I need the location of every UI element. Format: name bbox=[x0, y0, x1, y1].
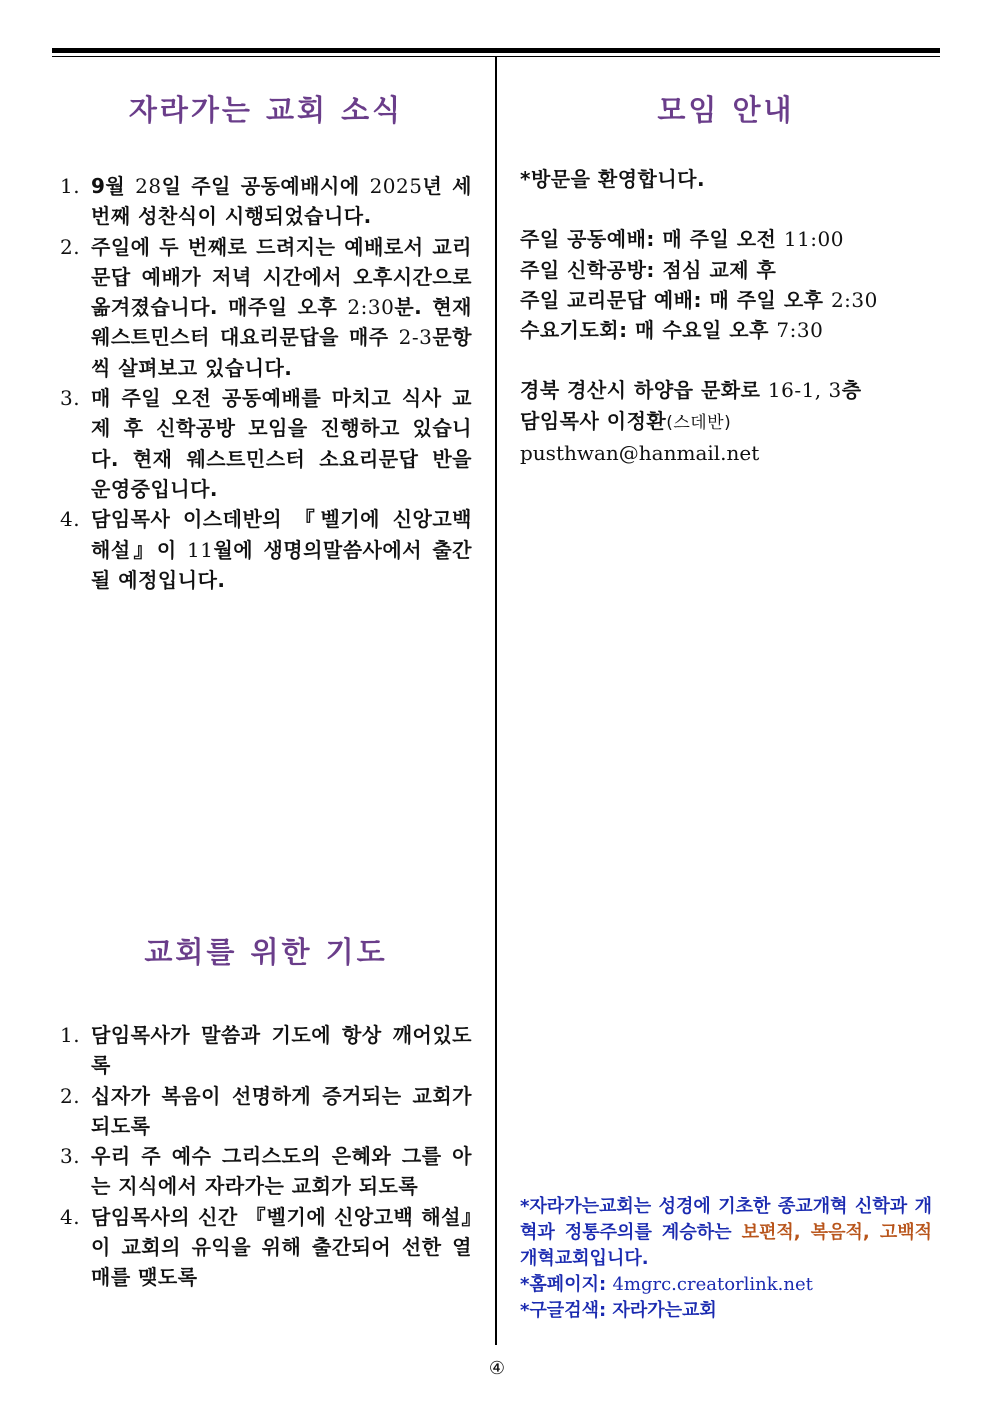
address-value: 16-1, 3 bbox=[767, 378, 842, 403]
news-item bbox=[60, 383, 472, 504]
news-item bbox=[60, 232, 472, 383]
news-item-text: 담임목사 이스데반의 『벨기에 신앙고백 해설』이 bbox=[91, 507, 472, 562]
prayer-item-number: 4. bbox=[60, 1204, 81, 1229]
meeting-heading: 모임 안내 bbox=[657, 93, 795, 127]
prayer-item bbox=[60, 1081, 472, 1142]
schedule-item bbox=[520, 315, 940, 345]
prayer-item-text: 우리 주 예수 그리스도의 은혜와 그를 아는 지식에서 자라가는 교회가 되도록 bbox=[91, 1144, 472, 1199]
news-item-text: 월에 생명의말씀사에서 출간될 예정입니다. bbox=[91, 537, 472, 592]
prayer-item bbox=[60, 1202, 472, 1293]
news-item bbox=[60, 171, 472, 232]
address-label: 경북 경산시 하양읍 문화로 bbox=[520, 378, 768, 403]
news-section bbox=[60, 171, 472, 595]
news-item-number: 3. bbox=[60, 386, 81, 411]
google-search-text: *구글검색: 자라가는교회 bbox=[520, 1300, 717, 1321]
note-part1: *자라가는교회는 성경에 기초한 종교개혁 신학과 개혁과 정통주의를 계승하는 bbox=[520, 1196, 932, 1243]
news-item-text: 문항씩 살펴보고 있습니다. bbox=[91, 325, 472, 380]
schedule-time: 11:00 bbox=[783, 227, 844, 252]
address-suffix: 층 bbox=[841, 378, 862, 403]
schedule-time: 2:30 bbox=[830, 287, 878, 312]
pastor-line bbox=[520, 406, 940, 438]
prayer-list bbox=[60, 1020, 472, 1293]
pastor-note: (스데반) bbox=[666, 412, 732, 433]
news-list bbox=[60, 171, 472, 595]
welcome-text: *방문을 환영합니다. bbox=[520, 167, 706, 191]
news-item-text: 주일에 두 번째로 드려지는 예배로서 교리문답 예배가 저녁 시간에서 오후시간으로 옮겨졌습니다. 매주일 오후 bbox=[91, 234, 472, 320]
homepage-label: *홈페이지: bbox=[520, 1274, 613, 1295]
news-item-text: 년 세 번째 성찬식이 시행되었습니다. bbox=[91, 174, 472, 229]
prayer-item bbox=[60, 1020, 472, 1081]
prayer-item-text: 십자가 복음이 선명하게 증거되는 교회가 되도록 bbox=[91, 1083, 472, 1138]
meeting-info bbox=[520, 164, 940, 468]
prayer-section bbox=[60, 1020, 472, 1293]
news-item-text: 2-3 bbox=[398, 325, 433, 350]
news-item-text: 일 주일 공동예배시에 bbox=[161, 174, 370, 198]
schedule-item bbox=[520, 255, 940, 285]
top-thick-rule bbox=[52, 48, 940, 53]
news-item-text: 11 bbox=[187, 537, 214, 562]
schedule-list bbox=[520, 224, 940, 345]
prayer-item-number: 2. bbox=[60, 1083, 81, 1108]
schedule-label: 주일 공동예배: 매 주일 오전 bbox=[520, 227, 784, 252]
news-item bbox=[60, 504, 472, 595]
prayer-item-number: 3. bbox=[60, 1144, 81, 1169]
schedule-label: 주일 신학공방: 점심 교제 후 bbox=[520, 257, 777, 282]
church-note bbox=[520, 1194, 932, 1324]
news-item-text: 2:30 bbox=[347, 295, 395, 320]
schedule-label: 주일 교리문답 예배: 매 주일 오후 bbox=[520, 287, 831, 312]
news-item-text: 2025 bbox=[369, 174, 423, 198]
page-number: ④ bbox=[488, 1358, 506, 1379]
prayer-item-text: 담임목사가 말씀과 기도에 항상 깨어있도록 bbox=[91, 1023, 472, 1078]
column-divider bbox=[495, 57, 497, 1345]
news-heading: 자라가는 교회 소식 bbox=[128, 93, 404, 127]
address-line bbox=[520, 375, 940, 405]
news-item-text: 매 주일 오전 공동예배를 마치고 식사 교제 후 신학공방 모임을 진행하고 있습니다. 현재 웨스트민스터 소요리문답 반을 운영중입니다. bbox=[91, 386, 472, 501]
prayer-heading: 교회를 위한 기도 bbox=[144, 935, 388, 969]
news-item-number: 4. bbox=[60, 507, 81, 532]
email-address[interactable]: pusthwan@hanmail.net bbox=[520, 441, 760, 466]
news-item-number: 2. bbox=[60, 234, 81, 259]
news-item-text: 9월 bbox=[91, 174, 136, 198]
prayer-item-number: 1. bbox=[60, 1023, 81, 1047]
schedule-item bbox=[520, 285, 940, 315]
prayer-item-text: 담임목사의 신간 『벨기에 신앙고백 해설』이 교회의 유익을 위해 출간되어 선한 열매를 맺도록 bbox=[91, 1204, 472, 1290]
news-item-text: 분. 현재 웨스트민스터 대요리문답을 매주 bbox=[91, 295, 472, 350]
schedule-item bbox=[520, 224, 940, 254]
news-item-text: 28 bbox=[135, 174, 162, 198]
schedule-time: 7:30 bbox=[776, 318, 824, 343]
prayer-item bbox=[60, 1141, 472, 1202]
note-highlight: 보편적, 복음적, 고백적 bbox=[741, 1222, 932, 1243]
pastor-label: 담임목사 이정환 bbox=[520, 408, 667, 433]
note-part2: 개혁교회입니다. bbox=[520, 1248, 649, 1269]
schedule-label: 수요기도회: 매 수요일 오후 bbox=[520, 318, 777, 343]
homepage-link[interactable]: 4mgrc.creatorlink.net bbox=[612, 1274, 813, 1295]
news-item-number: 1. bbox=[60, 174, 81, 198]
